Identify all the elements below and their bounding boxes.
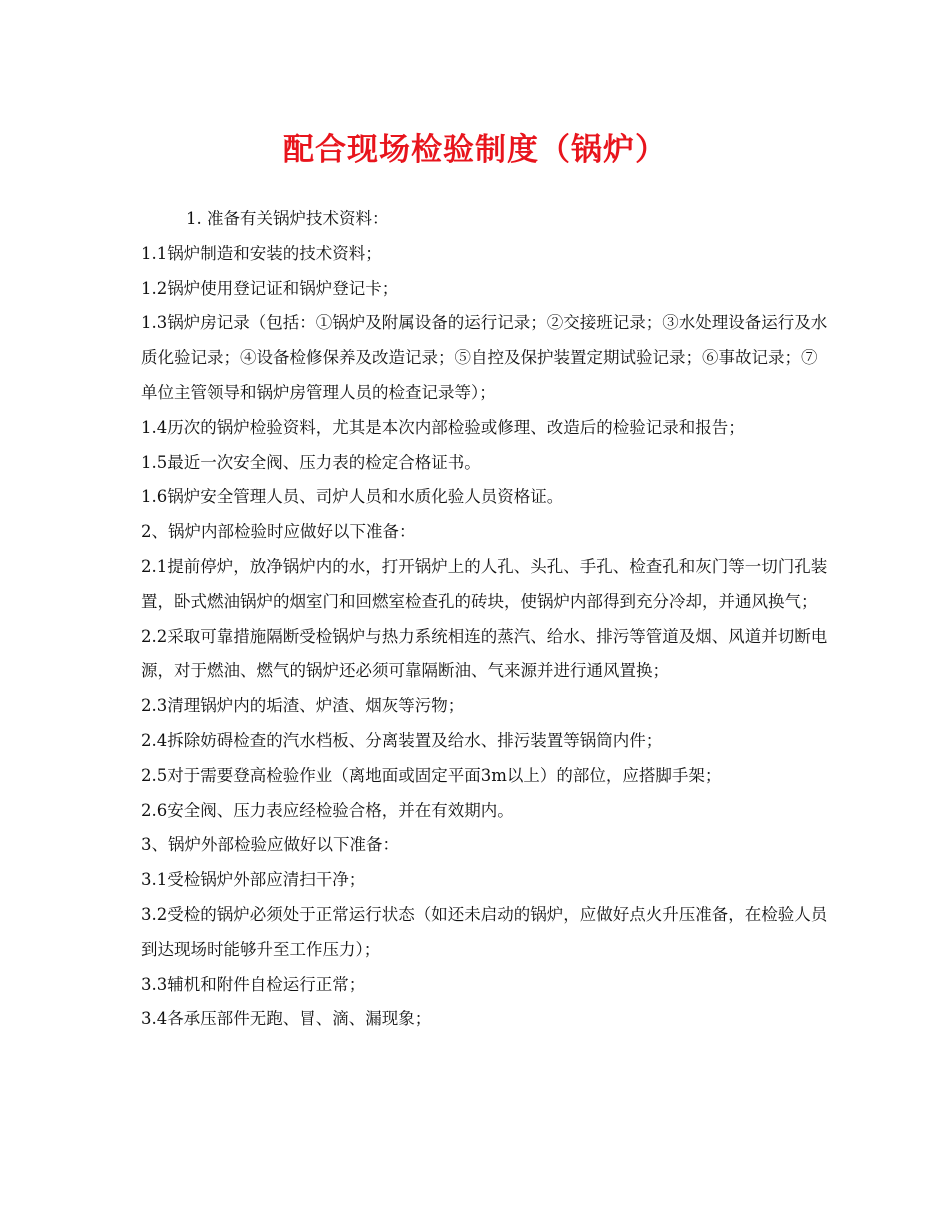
paragraph: 2.6安全阀、压力表应经检验合格，并在有效期内。 <box>141 800 514 820</box>
paragraph: 3.1受检锅炉外部应清扫干净； <box>141 870 366 890</box>
paragraph: 1.1锅炉制造和安装的技术资料； <box>141 243 382 263</box>
section-heading: 3、锅炉外部检验应做好以下准备： <box>141 835 399 855</box>
paragraph: 1.2锅炉使用登记证和锅炉登记卡； <box>141 278 399 298</box>
paragraph: 2.4拆除妨碍检查的汽水档板、分离装置及给水、排污装置等锅筒内件； <box>141 730 663 750</box>
paragraph: 1.5最近一次安全阀、压力表的检定合格证书。 <box>141 452 481 472</box>
section-heading: 2、锅炉内部检验时应做好以下准备： <box>141 522 416 542</box>
section-heading: 1. 准备有关锅炉技术资料： <box>186 209 389 228</box>
paragraph: 2.5对于需要登高检验作业（离地面或固定平面3m以上）的部位，应搭脚手架； <box>141 765 722 785</box>
paragraph: 3.2受检的锅炉必须处于正常运行状态（如还未启动的锅炉，应做好点火升压准备，在检验人员到达现场时能够升至工作压力）； <box>141 904 828 959</box>
paragraph: 2.2采取可靠措施隔断受检锅炉与热力系统相连的蒸汽、给水、排污等管道及烟、风道并切断电源，对于燃油、燃气的锅炉还必须可靠隔断油、气来源并进行通风置换； <box>141 626 828 681</box>
paragraph: 1.6锅炉安全管理人员、司炉人员和水质化验人员资格证。 <box>141 487 564 507</box>
paragraph: 1.4历次的锅炉检验资料，尤其是本次内部检验或修理、改造后的检验记录和报告； <box>141 417 745 437</box>
paragraph: 2.1提前停炉，放净锅炉内的水，打开锅炉上的人孔、头孔、手孔、检查孔和灰门等一切门孔装置，卧式燃油锅炉的烟室门和回燃室检查孔的砖块，使锅炉内部得到充分冷却，并通风换气； <box>141 556 828 611</box>
document-body <box>141 202 831 1037</box>
document-title: 配合现场检验制度（锅炉） <box>283 132 667 168</box>
paragraph: 2.3清理锅炉内的垢渣、炉渣、烟灰等污物； <box>141 696 465 716</box>
paragraph: 1.3锅炉房记录（包括：①锅炉及附属设备的运行记录；②交接班记录；③水处理设备运行及水质化验记录；④设备检修保养及改造记录；⑤自控及保护装置定期试验记录；⑥事故记录；⑦单位主管领导和锅炉房管理人员的检查记录等）； <box>141 313 828 402</box>
paragraph: 3.4各承压部件无跑、冒、滴、漏现象； <box>141 1009 432 1029</box>
paragraph: 3.3辅机和附件自检运行正常； <box>141 974 366 994</box>
